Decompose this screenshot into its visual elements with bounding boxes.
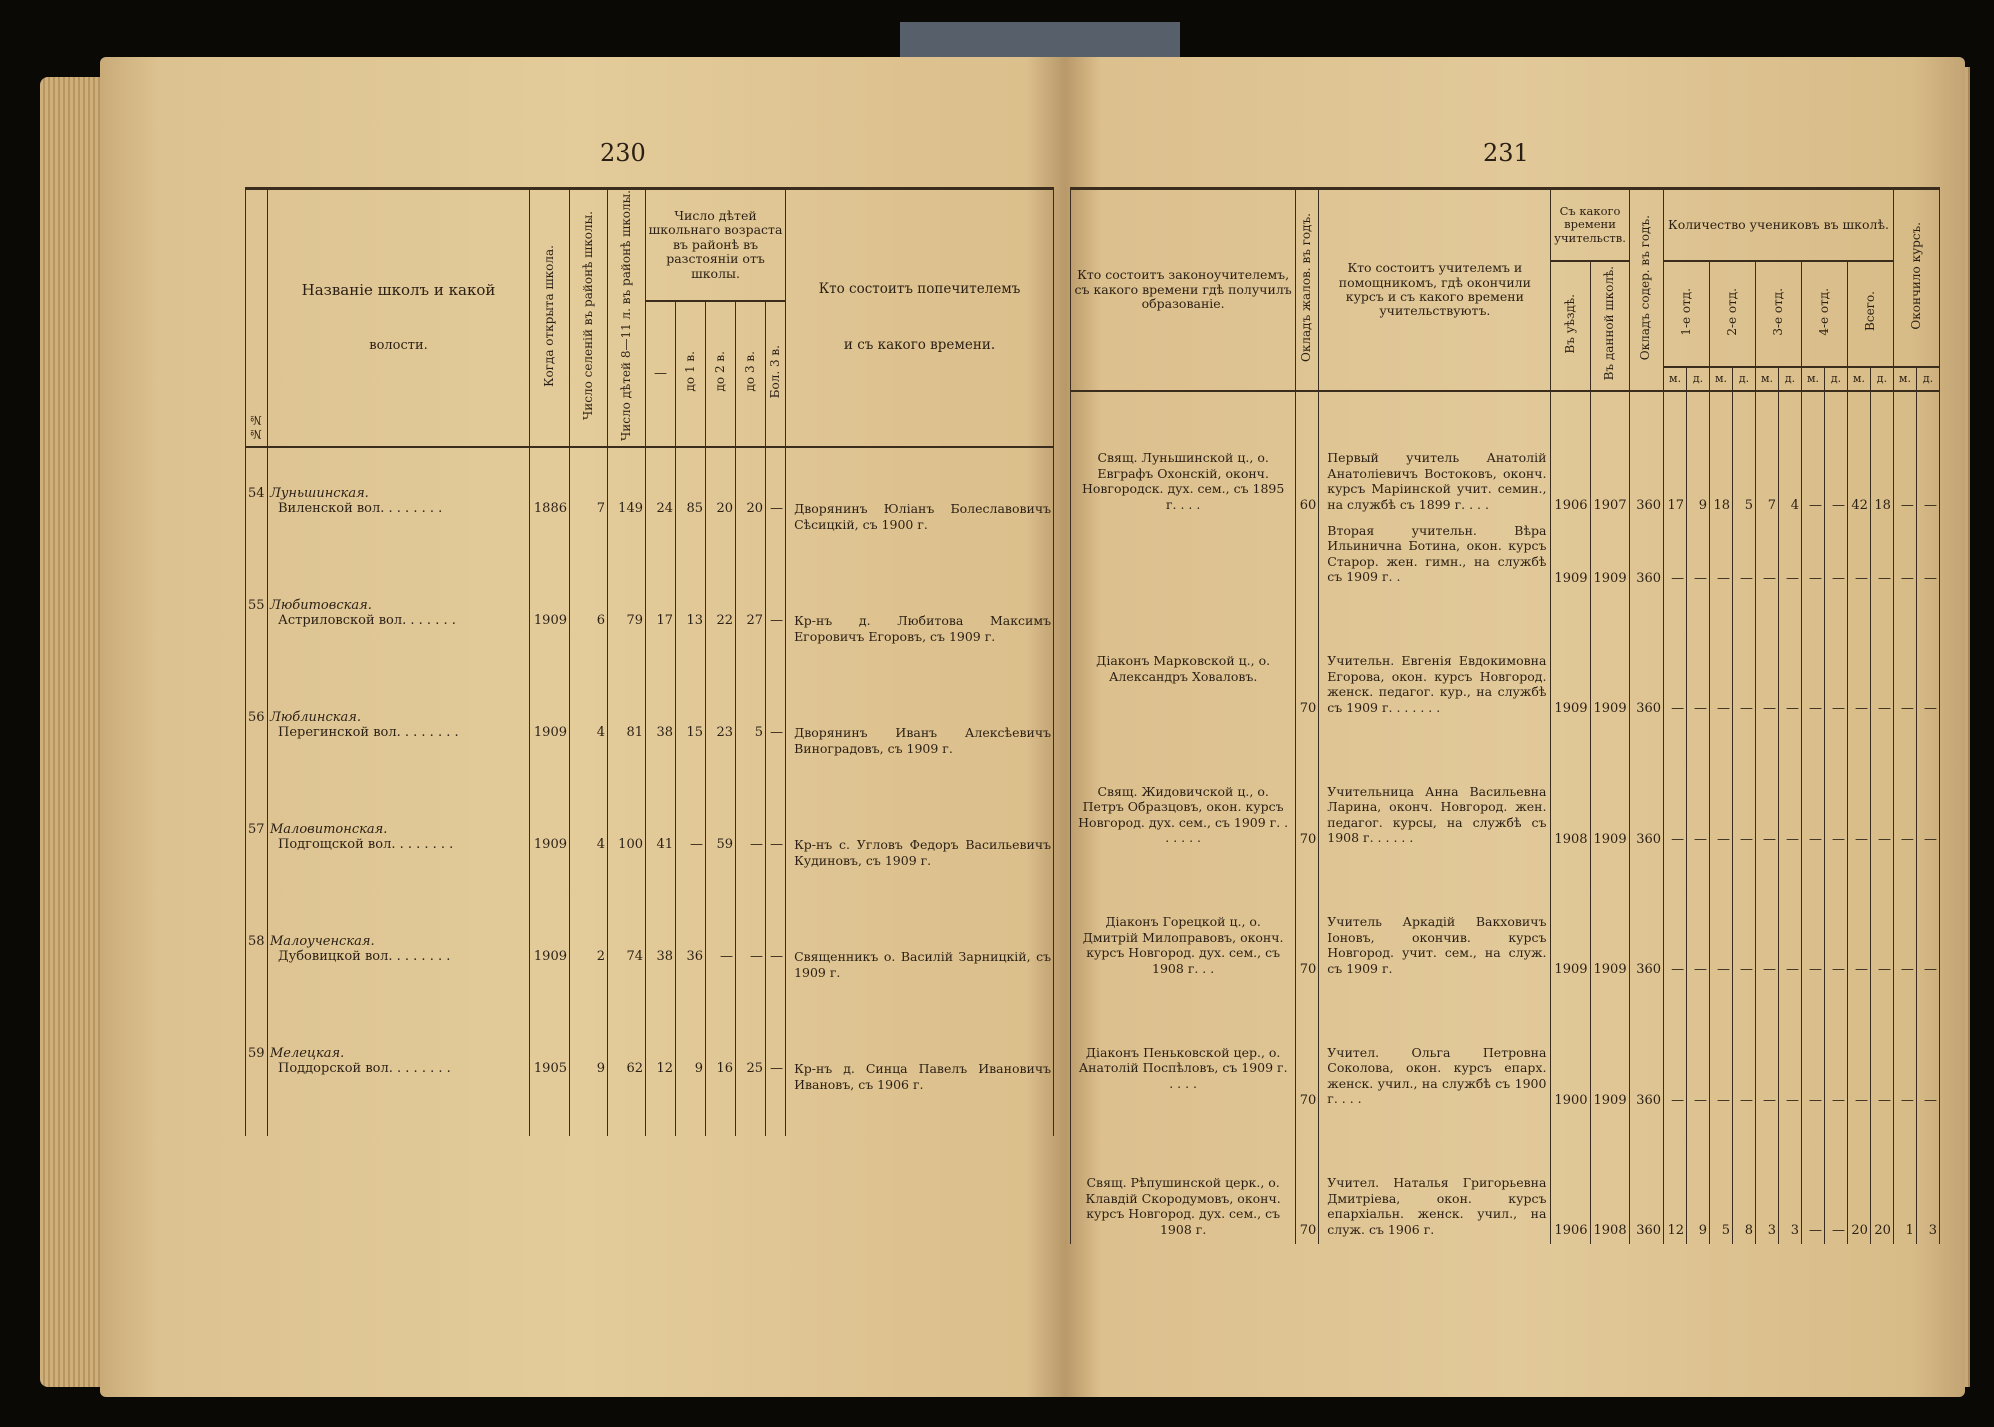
pupil-count: 3 bbox=[1916, 1113, 1939, 1244]
law-teacher: Свящ. Рѣпушинской церк., о. Клавдій Скородумовъ, оконч. курсъ Новгород. дух. сем., съ 1908 г. bbox=[1071, 1113, 1296, 1244]
salary: 360 bbox=[1629, 519, 1663, 592]
law-salary: 70 bbox=[1296, 852, 1319, 983]
trustee: Кр-нъ д. Синца Павелъ Ивановичъ Ивановъ, съ 1906 г. bbox=[786, 1061, 1054, 1136]
dist-1-count: — bbox=[676, 837, 706, 914]
col-male: м. bbox=[1710, 367, 1733, 391]
col-male: м. bbox=[1756, 367, 1779, 391]
pupil-count: — bbox=[1733, 591, 1756, 722]
col-since-group: Съ какого времени учительств. bbox=[1551, 189, 1629, 262]
dist-1-count: 13 bbox=[676, 613, 706, 690]
since-uezd: 1906 bbox=[1551, 391, 1590, 519]
table-row bbox=[246, 613, 1054, 690]
law-teacher: Діаконъ Горецкой ц., о. Дмитрій Милоправовъ, оконч. курсъ Новгород. дух. сем., съ 1908 г. . . bbox=[1071, 852, 1296, 983]
salary: 360 bbox=[1629, 722, 1663, 853]
pupil-count: — bbox=[1801, 519, 1824, 592]
table-row bbox=[246, 837, 1054, 914]
col-teacher: Кто состоитъ учителемъ и помощникомъ, гдѣ окончили курсъ и съ какого времени учительствуютъ. bbox=[1319, 189, 1551, 392]
opened-year: 1905 bbox=[530, 1061, 570, 1136]
children-count: 79 bbox=[608, 613, 646, 690]
pupil-count: 5 bbox=[1710, 1113, 1733, 1244]
page-number: 231 bbox=[1483, 139, 1529, 167]
salary: 360 bbox=[1629, 591, 1663, 722]
teacher: Учитель Аркадій Вакховичъ Іоновъ, окончив. курсъ Новгород. учит. сем., на служ. съ 1909 г. bbox=[1319, 852, 1551, 983]
pupil-count: — bbox=[1733, 852, 1756, 983]
pupil-count: 5 bbox=[1733, 391, 1756, 519]
pupil-count: — bbox=[1824, 391, 1847, 519]
dist-4-count: — bbox=[766, 501, 786, 578]
open-book bbox=[40, 22, 1970, 1407]
dist-2-count: 23 bbox=[706, 725, 736, 802]
since-uezd: 1906 bbox=[1551, 1113, 1590, 1244]
law-salary: 70 bbox=[1296, 983, 1319, 1114]
row-number: 59 bbox=[246, 1026, 268, 1061]
since-school: 1908 bbox=[1590, 1113, 1629, 1244]
pupil-count: — bbox=[1664, 852, 1687, 983]
col-since-uezd: Въ уѣздѣ. bbox=[1551, 261, 1590, 391]
dist-4-count: — bbox=[766, 949, 786, 1026]
dist-3-count: 5 bbox=[736, 725, 766, 802]
volost-name: Виленской вол. . . . . . . . bbox=[268, 501, 530, 578]
since-school: 1907 bbox=[1590, 391, 1629, 519]
pupil-count: — bbox=[1916, 722, 1939, 853]
law-salary: 60 bbox=[1296, 391, 1319, 591]
trustee: Священникъ о. Василій Зарницкій, съ 1909 г. bbox=[786, 949, 1054, 1026]
table-row bbox=[246, 949, 1054, 1026]
since-school: 1909 bbox=[1590, 983, 1629, 1114]
col-law-teacher: Кто состоитъ законоучителемъ, съ какого времени гдѣ получилъ образованіе. bbox=[1071, 189, 1296, 392]
pupil-count: — bbox=[1779, 983, 1802, 1114]
pupil-count: 9 bbox=[1687, 1113, 1710, 1244]
col-opened: Когда открыта школа. bbox=[530, 189, 570, 447]
dist-2-count: 59 bbox=[706, 837, 736, 914]
col-dist-2: до 2 в. bbox=[706, 301, 736, 447]
dist-2-count: — bbox=[706, 949, 736, 1026]
children-count: 149 bbox=[608, 501, 646, 578]
pupil-count: — bbox=[1801, 983, 1824, 1114]
pupil-count: — bbox=[1687, 852, 1710, 983]
dist-0-count: 24 bbox=[646, 501, 676, 578]
law-teacher: Свящ. Луньшинской ц., о. Евграфъ Охонскій, оконч. Новгородск. дух. сем., съ 1895 г. . . . bbox=[1071, 391, 1296, 591]
page-number: 230 bbox=[600, 139, 646, 167]
col-salary: Окладъ содер. въ годъ. bbox=[1629, 189, 1663, 392]
school-heading-row bbox=[246, 1026, 1054, 1061]
pupil-count: — bbox=[1847, 983, 1870, 1114]
since-uezd: 1909 bbox=[1551, 852, 1590, 983]
law-teacher: Свящ. Жидовичской ц., о. Петръ Образцовъ, окон. курсъ Новгород. дух. сем., съ 1909 г. . . . . . . bbox=[1071, 722, 1296, 853]
col-female: д. bbox=[1870, 367, 1893, 391]
opened-year: 1909 bbox=[530, 725, 570, 802]
teacher: Учительн. Евгенія Евдокимовна Егорова, окон. курсъ Новгород. женск. педагог. кур., на службѣ съ 1909 г. . . . . . . bbox=[1319, 591, 1551, 722]
opened-year: 1909 bbox=[530, 613, 570, 690]
teacher: Вторая учительн. Вѣра Ильинична Ботина, окон. курсъ Старор. жен. гимн., на службѣ съ 1909 г. . bbox=[1319, 519, 1551, 592]
volost-name: Подгощской вол. . . . . . . . bbox=[268, 837, 530, 914]
school-name: Маловитонская. bbox=[268, 802, 530, 837]
villages-count: 4 bbox=[570, 837, 608, 914]
pupil-count: — bbox=[1847, 591, 1870, 722]
pupil-count: — bbox=[1916, 391, 1939, 519]
teacher: Учител. Наталья Григорьевна Дмитріева, окон. курсъ епархіальн. женск. учил., на служ. съ 1906 г. bbox=[1319, 1113, 1551, 1244]
school-name: Луньшинская. bbox=[268, 447, 530, 501]
pupil-count: — bbox=[1801, 591, 1824, 722]
pupil-count: 3 bbox=[1779, 1113, 1802, 1244]
teacher: Первый учитель Анатолій Анатоліевичъ Востоковъ, оконч. курсъ Маріинской учит. семин., на службѣ съ 1899 г. . . . bbox=[1319, 391, 1551, 519]
dist-1-count: 85 bbox=[676, 501, 706, 578]
dist-4-count: — bbox=[766, 837, 786, 914]
teacher: Учител. Ольга Петровна Соколова, окон. курсъ епарх. женск. учил., на службѣ съ 1900 г. . . . bbox=[1319, 983, 1551, 1114]
pupil-count: — bbox=[1801, 722, 1824, 853]
pupil-count: — bbox=[1687, 983, 1710, 1114]
pupil-count: — bbox=[1733, 983, 1756, 1114]
pupil-count: — bbox=[1664, 519, 1687, 592]
pupil-count: — bbox=[1847, 519, 1870, 592]
pupil-count: — bbox=[1893, 852, 1916, 983]
col-dist-1: до 1 в. bbox=[676, 301, 706, 447]
table-row bbox=[1071, 722, 1940, 853]
law-salary: 70 bbox=[1296, 591, 1319, 722]
table-row bbox=[1071, 391, 1940, 519]
col-female: д. bbox=[1779, 367, 1802, 391]
dist-0-count: 38 bbox=[646, 725, 676, 802]
col-trustee: Кто состоитъ попечителемъ и съ какого времени. bbox=[786, 189, 1054, 447]
col-finished: Окончило курсъ. bbox=[1893, 189, 1939, 367]
table-row bbox=[246, 725, 1054, 802]
pupil-count: — bbox=[1824, 852, 1847, 983]
salary: 360 bbox=[1629, 852, 1663, 983]
school-name: Мелецкая. bbox=[268, 1026, 530, 1061]
table-row bbox=[246, 501, 1054, 578]
col-law-salary: Окладъ жалов. въ годъ. bbox=[1296, 189, 1319, 392]
teacher: Учительница Анна Васильевна Ларина, оконч. Новгород. жен. педагог. курсы, на службѣ съ 1908 г. . . . . . bbox=[1319, 722, 1551, 853]
pupil-count: — bbox=[1824, 1113, 1847, 1244]
villages-count: 7 bbox=[570, 501, 608, 578]
law-teacher: Діаконъ Пеньковской цер., о. Анатолій Поспѣловъ, съ 1909 г. . . . . bbox=[1071, 983, 1296, 1114]
school-heading-row bbox=[246, 802, 1054, 837]
col-male: м. bbox=[1847, 367, 1870, 391]
pupil-count: 9 bbox=[1687, 391, 1710, 519]
pupil-count: — bbox=[1687, 519, 1710, 592]
col-dist-0: — bbox=[646, 301, 676, 447]
volost-name: Перегинской вол. . . . . . . . bbox=[268, 725, 530, 802]
pupil-count: — bbox=[1824, 519, 1847, 592]
pupil-count: — bbox=[1733, 722, 1756, 853]
pupil-count: — bbox=[1916, 983, 1939, 1114]
pupil-count: — bbox=[1893, 591, 1916, 722]
pupil-count: — bbox=[1779, 591, 1802, 722]
since-uezd: 1909 bbox=[1551, 519, 1590, 592]
pupil-count: — bbox=[1664, 722, 1687, 853]
teachers-table bbox=[1070, 187, 1940, 1244]
pupil-count: — bbox=[1916, 519, 1939, 592]
dist-2-count: 16 bbox=[706, 1061, 736, 1136]
pupil-count: — bbox=[1870, 591, 1893, 722]
pupil-count: — bbox=[1710, 983, 1733, 1114]
col-g4: 4-е отд. bbox=[1801, 261, 1847, 367]
children-count: 62 bbox=[608, 1061, 646, 1136]
children-count: 100 bbox=[608, 837, 646, 914]
col-g3: 3-е отд. bbox=[1756, 261, 1802, 367]
row-number: 57 bbox=[246, 802, 268, 837]
pupil-count: — bbox=[1779, 722, 1802, 853]
table-row bbox=[1071, 1113, 1940, 1244]
pupil-count: 7 bbox=[1756, 391, 1779, 519]
pupil-count: — bbox=[1664, 983, 1687, 1114]
pupil-count: — bbox=[1870, 983, 1893, 1114]
villages-count: 6 bbox=[570, 613, 608, 690]
pupil-count: 18 bbox=[1870, 391, 1893, 519]
dist-0-count: 12 bbox=[646, 1061, 676, 1136]
school-name: Малоученская. bbox=[268, 914, 530, 949]
table-row bbox=[246, 1061, 1054, 1136]
pupil-count: — bbox=[1801, 1113, 1824, 1244]
pupil-count: 20 bbox=[1870, 1113, 1893, 1244]
pupil-count: — bbox=[1870, 519, 1893, 592]
salary: 360 bbox=[1629, 1113, 1663, 1244]
children-count: 81 bbox=[608, 725, 646, 802]
pupil-count: — bbox=[1801, 391, 1824, 519]
villages-count: 9 bbox=[570, 1061, 608, 1136]
pupil-count: 8 bbox=[1733, 1113, 1756, 1244]
pupil-count: — bbox=[1710, 722, 1733, 853]
table-row bbox=[1071, 983, 1940, 1114]
row-number: 56 bbox=[246, 690, 268, 725]
col-school-name: Названіе школъ и какой волости. bbox=[268, 189, 530, 447]
pupil-count: — bbox=[1801, 852, 1824, 983]
dist-3-count: 25 bbox=[736, 1061, 766, 1136]
col-female: д. bbox=[1916, 367, 1939, 391]
pupil-count: — bbox=[1847, 722, 1870, 853]
opened-year: 1886 bbox=[530, 501, 570, 578]
col-total: Всего. bbox=[1847, 261, 1893, 367]
dist-1-count: 36 bbox=[676, 949, 706, 1026]
dist-3-count: 27 bbox=[736, 613, 766, 690]
pupil-count: — bbox=[1916, 591, 1939, 722]
pupil-count: — bbox=[1847, 852, 1870, 983]
pupil-count: — bbox=[1687, 591, 1710, 722]
binding-tab bbox=[1040, 22, 1180, 62]
school-name: Люблинская. bbox=[268, 690, 530, 725]
pupil-count: — bbox=[1824, 983, 1847, 1114]
villages-count: 2 bbox=[570, 949, 608, 1026]
pupil-count: 42 bbox=[1847, 391, 1870, 519]
trustee: Дворянинъ Юліанъ Болеславовичъ Сѣсицкій, съ 1900 г. bbox=[786, 501, 1054, 578]
dist-2-count: 20 bbox=[706, 501, 736, 578]
table-row bbox=[1071, 852, 1940, 983]
dist-3-count: — bbox=[736, 837, 766, 914]
dist-2-count: 22 bbox=[706, 613, 736, 690]
villages-count: 4 bbox=[570, 725, 608, 802]
school-heading-row bbox=[246, 690, 1054, 725]
pupil-count: 12 bbox=[1664, 1113, 1687, 1244]
col-male: м. bbox=[1893, 367, 1916, 391]
opened-year: 1909 bbox=[530, 837, 570, 914]
col-female: д. bbox=[1733, 367, 1756, 391]
pupil-count: — bbox=[1870, 722, 1893, 853]
salary: 360 bbox=[1629, 983, 1663, 1114]
left-page bbox=[100, 57, 1065, 1397]
col-dist-4: Бол. 3 в. bbox=[766, 301, 786, 447]
school-name: Любитовская. bbox=[268, 578, 530, 613]
dist-0-count: 17 bbox=[646, 613, 676, 690]
col-male: м. bbox=[1664, 367, 1687, 391]
pupil-count: 18 bbox=[1710, 391, 1733, 519]
volost-name: Дубовицкой вол. . . . . . . . bbox=[268, 949, 530, 1026]
law-salary: 70 bbox=[1296, 722, 1319, 853]
pupil-count: — bbox=[1710, 591, 1733, 722]
law-teacher: Діаконъ Марковской ц., о. Александръ Ховаловъ. bbox=[1071, 591, 1296, 722]
pupil-count: — bbox=[1710, 519, 1733, 592]
dist-3-count: — bbox=[736, 949, 766, 1026]
pupil-count: — bbox=[1756, 983, 1779, 1114]
row-number: 54 bbox=[246, 447, 268, 501]
col-children: Число дѣтей 8—11 л. въ районѣ школы. bbox=[608, 189, 646, 447]
table-row bbox=[1071, 591, 1940, 722]
since-school: 1909 bbox=[1590, 722, 1629, 853]
pupil-count: — bbox=[1733, 519, 1756, 592]
volost-name: Поддорской вол. . . . . . . . bbox=[268, 1061, 530, 1136]
dist-1-count: 9 bbox=[676, 1061, 706, 1136]
pupil-count: — bbox=[1893, 391, 1916, 519]
since-school: 1909 bbox=[1590, 519, 1629, 592]
pupil-count: 1 bbox=[1893, 1113, 1916, 1244]
since-uezd: 1909 bbox=[1551, 591, 1590, 722]
pupil-count: — bbox=[1824, 722, 1847, 853]
pupil-count: — bbox=[1893, 722, 1916, 853]
pupil-count: — bbox=[1779, 852, 1802, 983]
salary: 360 bbox=[1629, 391, 1663, 519]
since-uezd: 1908 bbox=[1551, 722, 1590, 853]
dist-3-count: 20 bbox=[736, 501, 766, 578]
dist-1-count: 15 bbox=[676, 725, 706, 802]
since-uezd: 1900 bbox=[1551, 983, 1590, 1114]
pupil-count: — bbox=[1756, 722, 1779, 853]
col-female: д. bbox=[1687, 367, 1710, 391]
pupil-count: 4 bbox=[1779, 391, 1802, 519]
pupil-count: — bbox=[1756, 591, 1779, 722]
dist-4-count: — bbox=[766, 1061, 786, 1136]
col-female: д. bbox=[1824, 367, 1847, 391]
dist-0-count: 41 bbox=[646, 837, 676, 914]
pupil-count: — bbox=[1664, 591, 1687, 722]
pupil-count: — bbox=[1756, 852, 1779, 983]
pupil-count: 20 bbox=[1847, 1113, 1870, 1244]
right-page bbox=[1065, 57, 1965, 1397]
pupil-count: — bbox=[1893, 519, 1916, 592]
col-g2: 2-е отд. bbox=[1710, 261, 1756, 367]
col-dist-3: до 3 в. bbox=[736, 301, 766, 447]
volost-name: Астриловской вол. . . . . . . bbox=[268, 613, 530, 690]
school-heading-row bbox=[246, 578, 1054, 613]
row-number: 55 bbox=[246, 578, 268, 613]
col-distance-group: Число дѣтей школьнаго возраста въ районѣ въ разстояніи отъ школы. bbox=[646, 189, 786, 302]
school-heading-row bbox=[246, 447, 1054, 501]
since-school: 1909 bbox=[1590, 591, 1629, 722]
pupil-count: — bbox=[1824, 591, 1847, 722]
pupil-count: — bbox=[1756, 519, 1779, 592]
row-number: 58 bbox=[246, 914, 268, 949]
pupil-count: — bbox=[1916, 852, 1939, 983]
pupil-count: — bbox=[1893, 983, 1916, 1114]
pupil-count: — bbox=[1710, 852, 1733, 983]
pupil-count: — bbox=[1687, 722, 1710, 853]
children-count: 74 bbox=[608, 949, 646, 1026]
dist-4-count: — bbox=[766, 725, 786, 802]
pupil-count: 3 bbox=[1756, 1113, 1779, 1244]
dist-0-count: 38 bbox=[646, 949, 676, 1026]
col-g1: 1-е отд. bbox=[1664, 261, 1710, 367]
col-villages: Число селеній въ районѣ школы. bbox=[570, 189, 608, 447]
schools-table bbox=[245, 187, 1054, 1136]
law-salary: 70 bbox=[1296, 1113, 1319, 1244]
trustee: Кр-нъ д. Любитова Максимъ Егоровичъ Егоровъ, съ 1909 г. bbox=[786, 613, 1054, 690]
col-since-school: Въ данной школѣ. bbox=[1590, 261, 1629, 391]
trustee: Дворянинъ Иванъ Алексѣевичъ Виноградовъ, съ 1909 г. bbox=[786, 725, 1054, 802]
col-num: №№ bbox=[246, 189, 268, 447]
pupil-count: 17 bbox=[1664, 391, 1687, 519]
col-male: м. bbox=[1801, 367, 1824, 391]
col-pupils-group: Количество учениковъ въ школѣ. bbox=[1664, 189, 1894, 262]
dist-4-count: — bbox=[766, 613, 786, 690]
binding-tab bbox=[900, 22, 1040, 62]
pupil-count: — bbox=[1870, 852, 1893, 983]
since-school: 1909 bbox=[1590, 852, 1629, 983]
trustee: Кр-нъ с. Угловъ Федоръ Васильевичъ Кудиновъ, съ 1909 г. bbox=[786, 837, 1054, 914]
school-heading-row bbox=[246, 914, 1054, 949]
pupil-count: — bbox=[1779, 519, 1802, 592]
opened-year: 1909 bbox=[530, 949, 570, 1026]
